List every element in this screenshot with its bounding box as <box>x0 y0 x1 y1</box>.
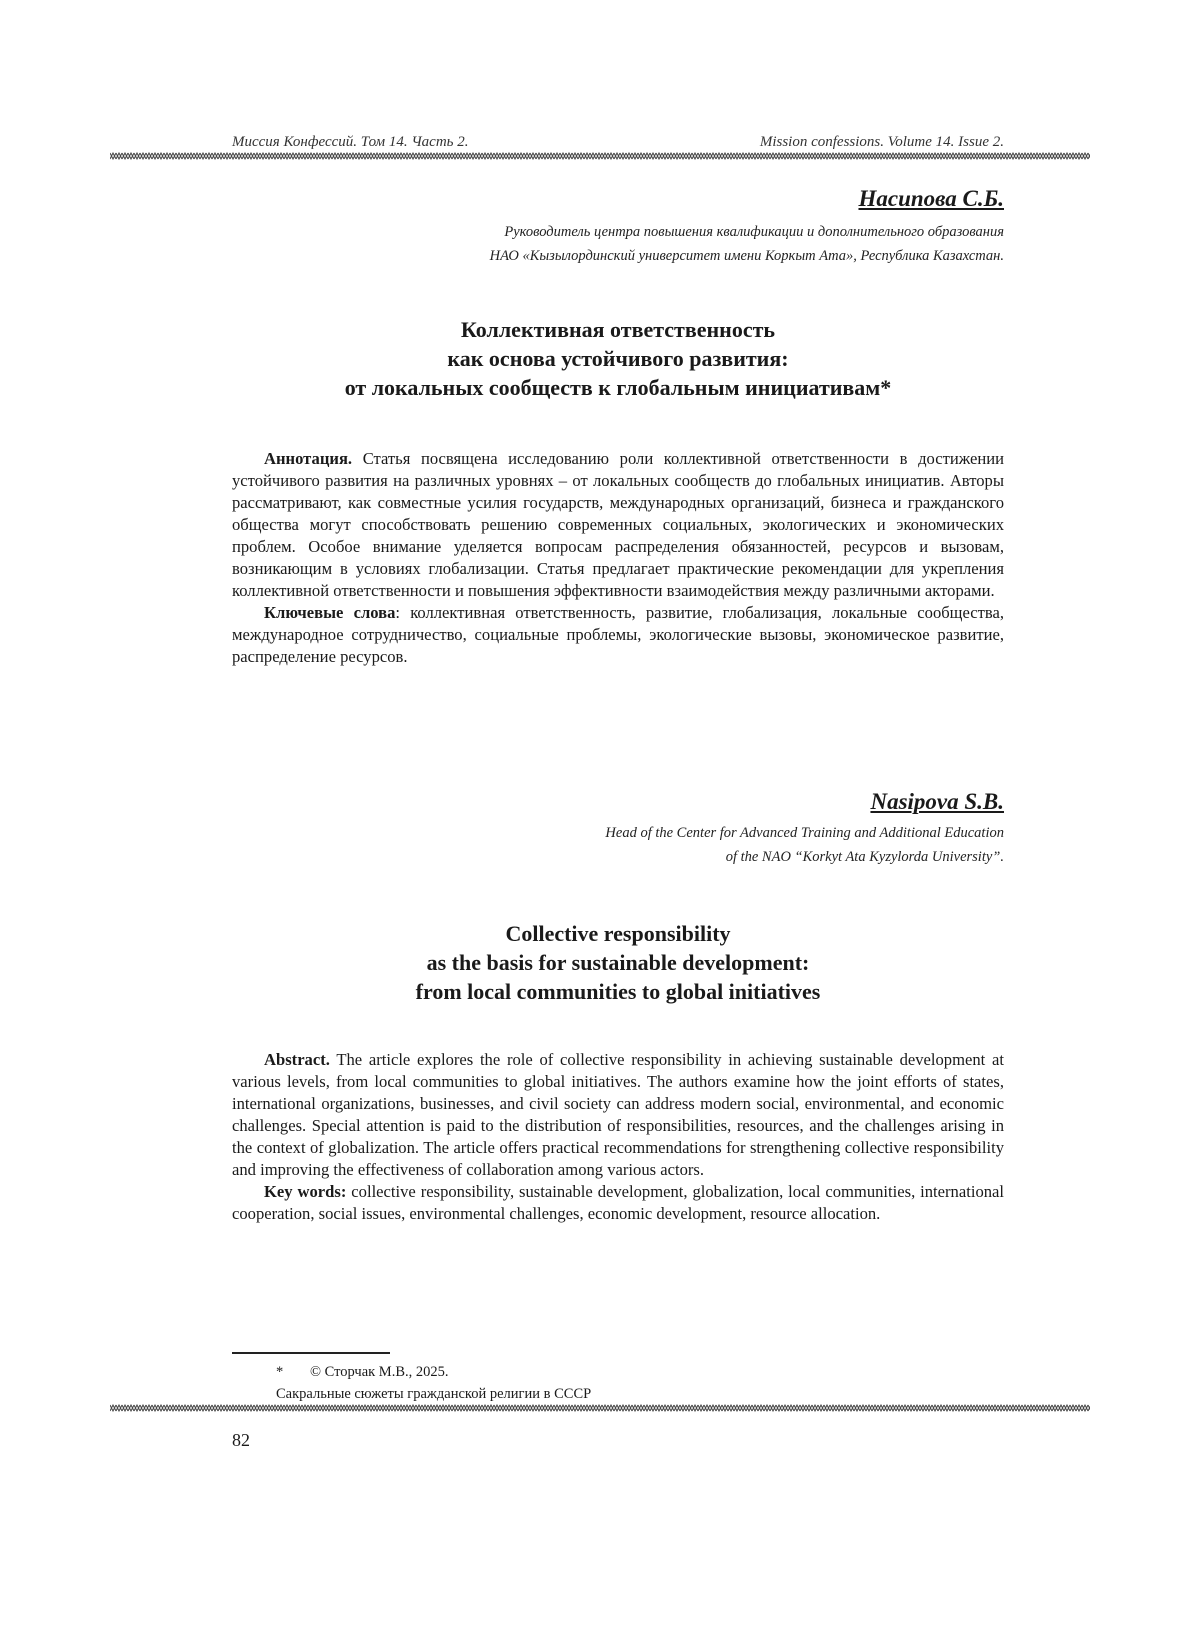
abstract-text: The article explores the role of collective responsibility in achieving sustainable development at various levels, from local communities to global initiatives. The authors examine how the joint efforts of states, international organizations, businesses, and civil society can address modern social, environmental, and economic challenges. Special attention is paid to the distribution of responsibilities, resources, and the challenges arising in the context of globalization. The article offers practical recommendations for strengthening collective responsibility and improving the effectiveness of collaboration among various actors. <box>232 1050 1004 1179</box>
abstract-paragraph <box>232 1049 1004 1181</box>
running-head-right: Mission confessions. Volume 14. Issue 2. <box>759 134 1004 150</box>
keywords-label: Key words: <box>264 1182 347 1201</box>
title-line: Коллективная ответственность <box>460 317 776 342</box>
title-line: as the basis for sustainable development: <box>426 950 810 975</box>
affiliation-line: of the NAO “Korkyt Ata Kyzylorda University”. <box>725 849 1004 865</box>
footnote-source: Сакральные сюжеты гражданской религии в СССР <box>276 1386 592 1402</box>
bottom-ornament-border <box>110 1402 1090 1414</box>
abstract-text: Статья посвящена исследованию роли коллективной ответственности в достижении устойчивого развития на различных уровнях – от локальных сообществ до глобальных инициатив. Авторы рассматривают, как совместные усилия государств, международных организаций, бизнеса и гражданского общества могут способствовать решению современных социальных, экологических и экономических проблем. Особое внимание уделяется вопросам распределения обязанностей, ресурсов и вызовам, возникающим в условиях глобализации. Статья предлагает практические рекомендации для укрепления коллективной ответственности и повышения эффективности взаимодействия между различными акторами. <box>232 449 1004 600</box>
title-line: как основа устойчивого развития: <box>447 346 789 371</box>
footnote-line <box>232 1361 1004 1383</box>
footnote <box>232 1361 1004 1405</box>
top-ornament-border <box>110 150 1090 162</box>
footnote-separator <box>232 1352 390 1354</box>
keywords-paragraph <box>232 602 1004 668</box>
author-affiliation-ru <box>304 220 1004 268</box>
keywords-text: collective responsibility, sustainable development, globalization, local communities, international cooperation, social issues, environmental challenges, economic development, resource allocation. <box>232 1182 1005 1223</box>
abstract-label: Abstract. <box>264 1050 330 1069</box>
author-affiliation-en <box>304 821 1004 869</box>
affiliation-line: Head of the Center for Advanced Training and Additional Education <box>605 825 1004 841</box>
footnote-mark: * <box>276 1364 284 1380</box>
title-line: from local communities to global initiatives <box>415 979 821 1004</box>
author-name-ru: Насипова С.Б. <box>858 186 1004 211</box>
abstract-paragraph <box>232 448 1004 602</box>
article-title-ru <box>232 315 1004 402</box>
abstract-ru <box>232 448 1004 668</box>
abstract-en <box>232 1049 1004 1225</box>
keywords-paragraph <box>232 1181 1004 1225</box>
keywords-text: : коллективная ответственность, развитие, глобализация, локальные сообщества, международное сотрудничество, социальные проблемы, экологические вызовы, экономическое развитие, распределение ресурсов. <box>232 603 1004 666</box>
title-line: Collective responsibility <box>505 921 731 946</box>
footnote-copyright: © Сторчак М.В., 2025. <box>310 1364 449 1380</box>
affiliation-line: Руководитель центра повышения квалификации и дополнительного образования <box>504 224 1004 240</box>
author-name-en: Nasipova S.B. <box>870 789 1004 814</box>
title-line: от локальных сообществ к глобальным инициативам* <box>344 375 892 400</box>
keywords-label: Ключевые слова <box>264 603 396 622</box>
article-title-en <box>232 919 1004 1006</box>
abstract-label: Аннотация. <box>264 449 353 468</box>
affiliation-line: НАО «Кызылординский университет имени Коркыт Ата», Республика Казахстан. <box>489 248 1004 264</box>
page-number: 82 <box>232 1430 250 1450</box>
running-head-left: Миссия Конфессий. Том 14. Часть 2. <box>232 134 469 150</box>
